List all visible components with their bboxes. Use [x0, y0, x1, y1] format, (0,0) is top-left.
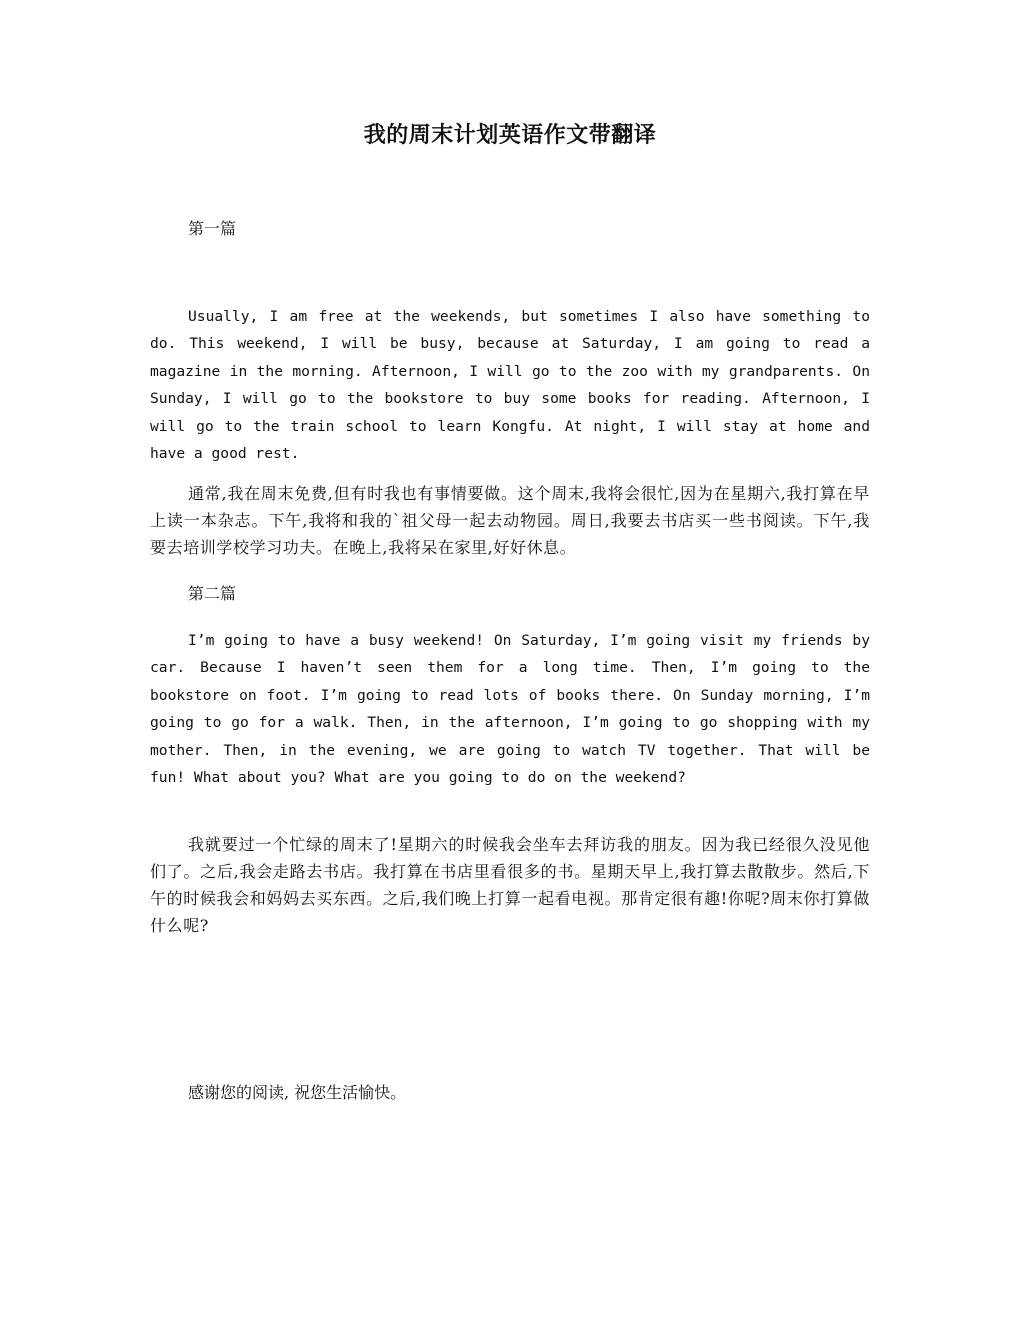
section-2-chinese-paragraph: 我就要过一个忙绿的周末了!星期六的时候我会坐车去拜访我的朋友。因为我已经很久没见他们了。之后,我会走路去书店。我打算在书店里看很多的书。星期天早上,我打算去散散步。然后,下午的时候我会和妈妈去买东西。之后,我们晚上打算一起看电视。那肯定很有趣!你呢?周末你打算做什么呢? [150, 835, 870, 935]
section-1-chinese-paragraph: 通常,我在周末免费,但有时我也有事情要做。这个周末,我将会很忙,因为在星期六,我打算在早上读一本杂志。下午,我将和我的`祖父母一起去动物园。周日,我要去书店买一些书阅读。下午,我要去培训学校学习功夫。在晚上,我将呆在家里,好好休息。 [150, 484, 870, 557]
document-title: 我的周末计划英语作文带翻译 [363, 122, 657, 148]
closing-note: 感谢您的阅读, 祝您生活愉快。 [188, 1083, 407, 1102]
section-heading-1: 第一篇 [188, 219, 237, 238]
section-2-english-paragraph: I’m going to have a busy weekend! On Saturday, I’m going visit my friends by car. Because I haven’t seen them for a long time. Then, I’m going to the bookstore on foot. I’m going to read lots of books there. On Sunday morning, I’m going to go for a walk. Then, in the afternoon, I’m going to go shopping with my mother. Then, in the evening, we are going to watch TV together. That will be fun! What about you? What are you going to do on the weekend? [150, 632, 870, 787]
section-heading-2: 第二篇 [188, 584, 237, 603]
section-1-english-paragraph: Usually, I am free at the weekends, but sometimes I also have something to do. This weekend, I will be busy, because at Saturday, I am going to read a magazine in the morning. Afternoon, I will go to the zoo with my grandparents. On Sunday, I will go to the bookstore to buy some books for reading. Afternoon, I will go to the train school to learn Kongfu. At night, I will stay at home and have a good rest. [150, 308, 870, 463]
